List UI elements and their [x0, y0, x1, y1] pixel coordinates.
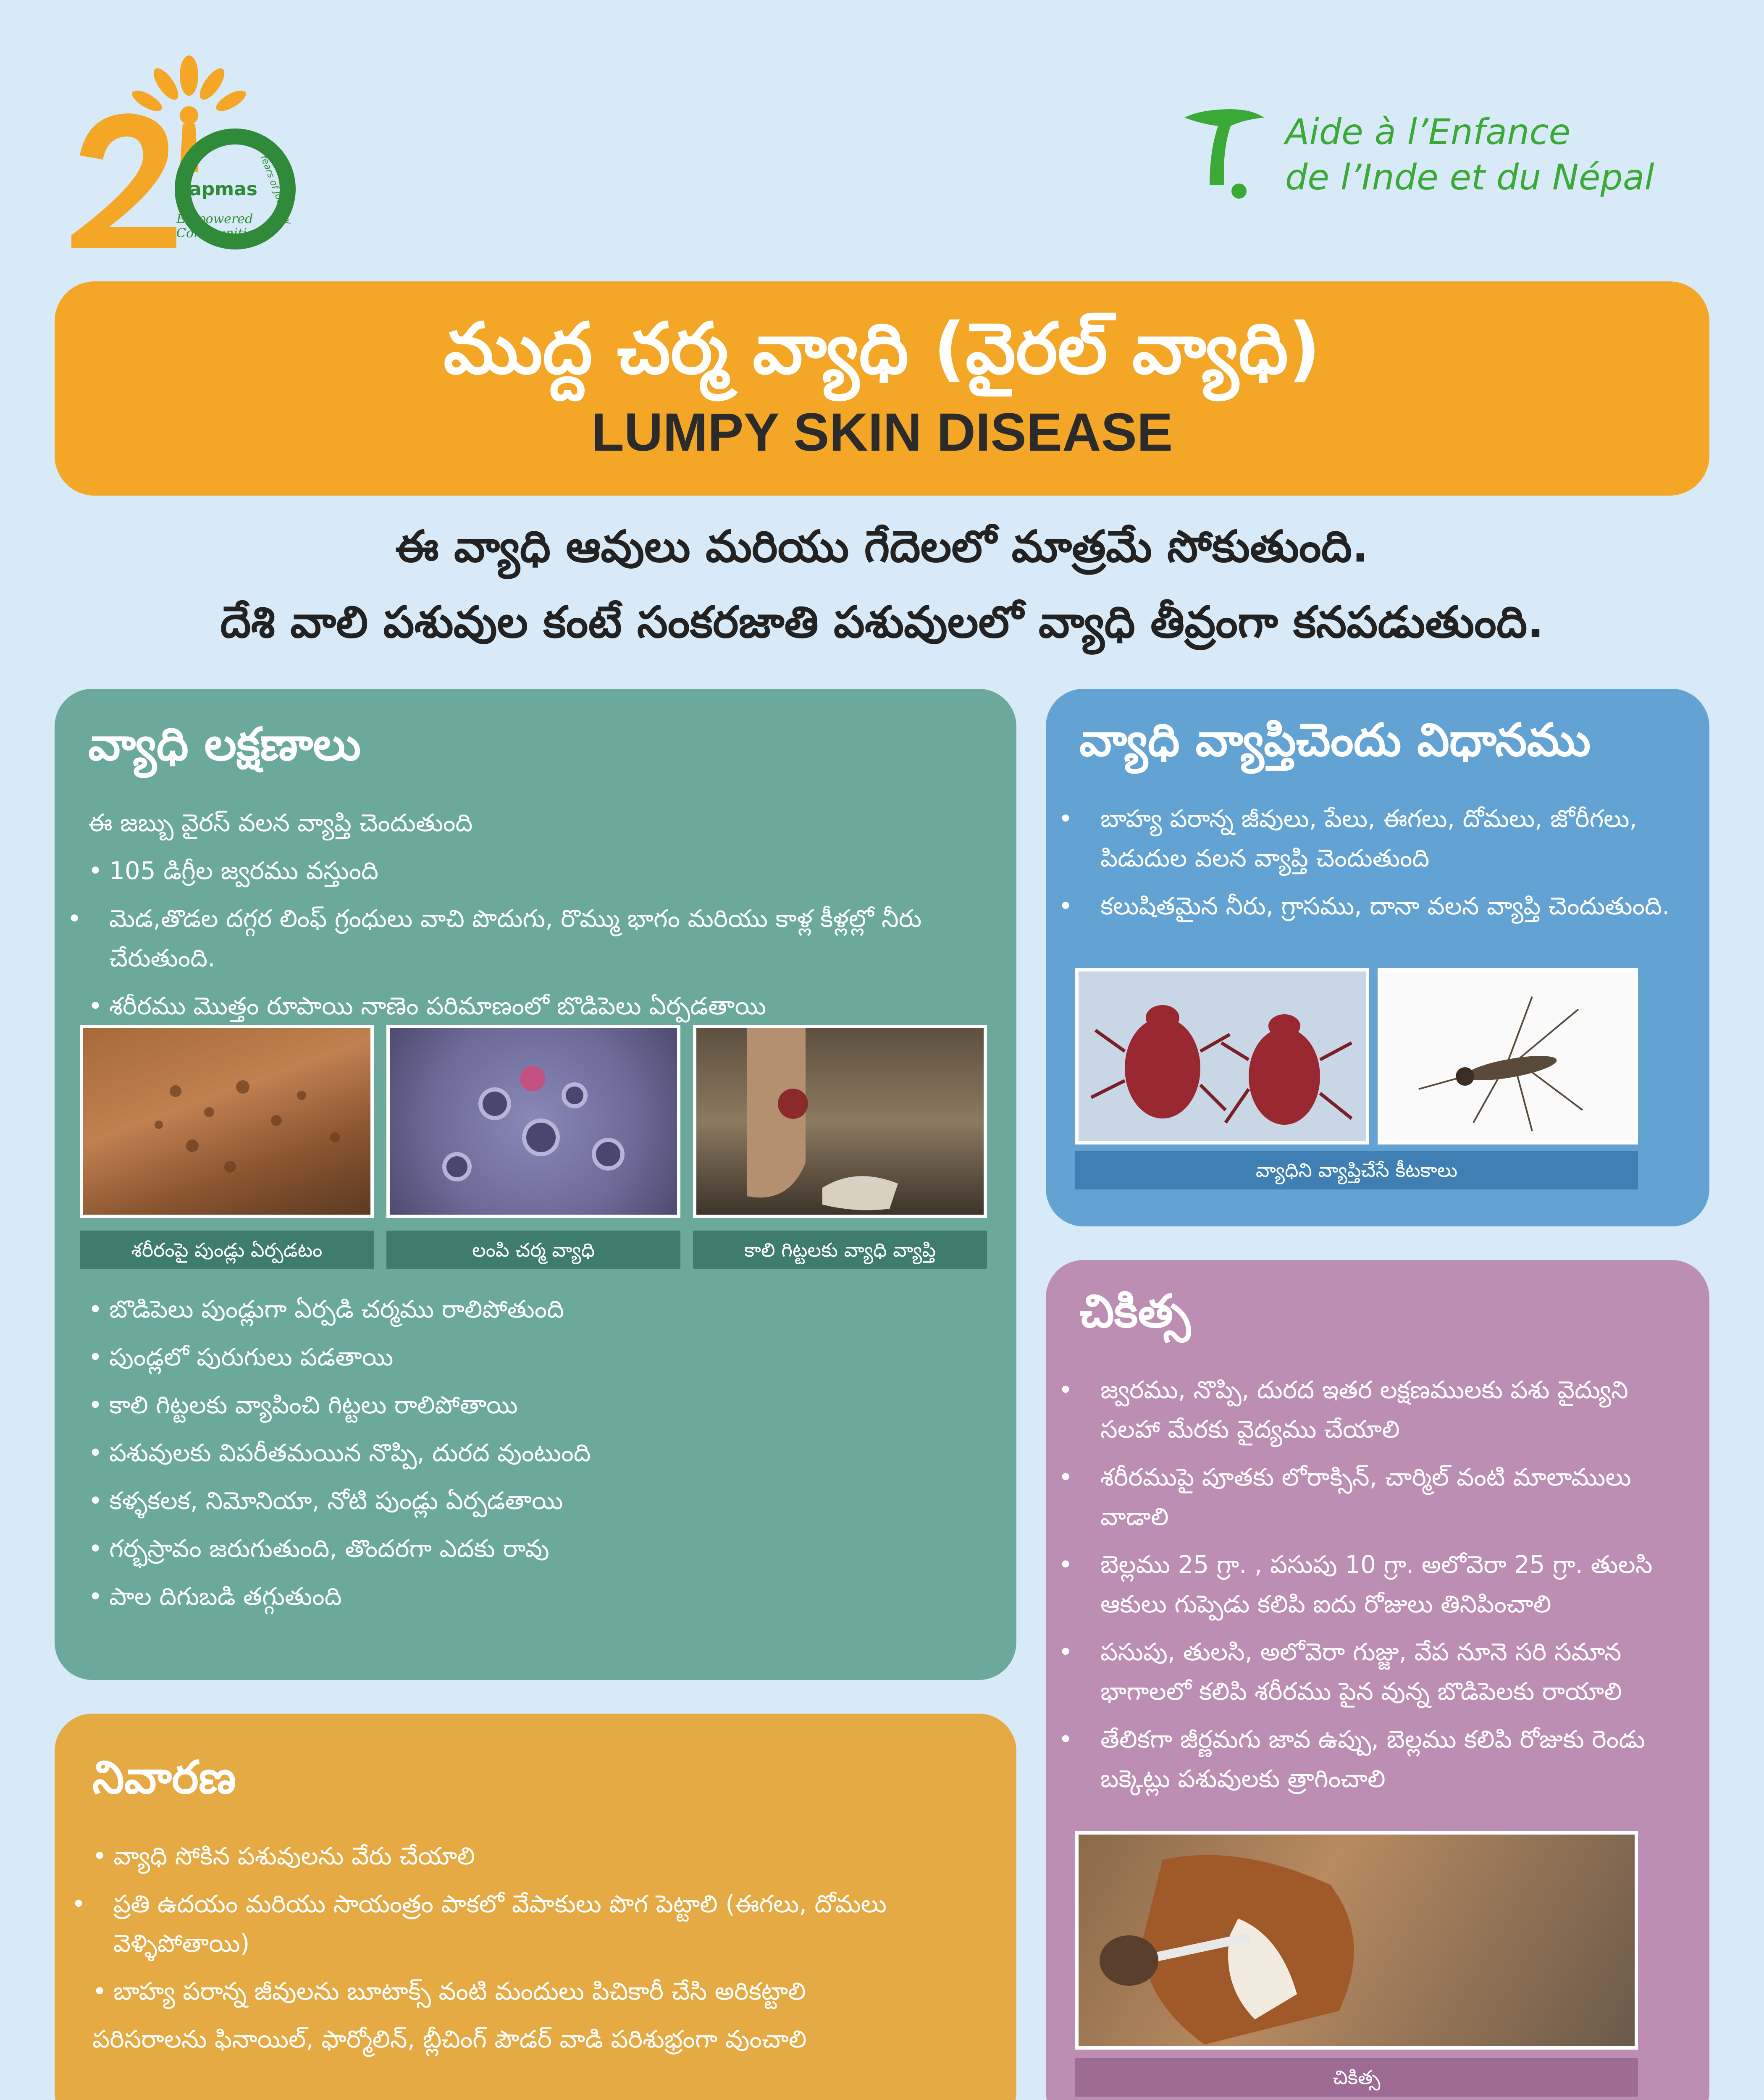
list-item: • జ్వరము, నొప్పి, దురద ఇతర లక్షణములకు పశు వైద్యుని సలహా మేరకు వైద్యము చేయాలి: [1058, 1376, 1628, 1444]
symptoms-panel: [55, 689, 1016, 1680]
prevention-heading: నివారణ: [92, 1751, 236, 1804]
title-banner: [55, 281, 1709, 496]
photo-caption: వ్యాధిని వ్యాప్తిచేసే కీటకాలు: [1075, 1151, 1638, 1189]
list-item: • పాల దిగుబడి తగ్గుతుంది: [88, 1582, 342, 1611]
list-item: • గర్భస్రావం జరుగుతుంది, తొందరగా ఎదకు రావు: [88, 1534, 549, 1563]
list-item: • మెడ,తొడల దగ్గర లింఫ్ గ్రంధులు వాచి పొదుగు, రొమ్ము భాగం మరియు కాళ్ల కీళ్లల్లో నీరు చేరుతుంది.: [67, 904, 922, 972]
list-item: • కళ్ళకలక, నిమోనియా, నోటి పుండ్లు ఏర్పడతాయి: [88, 1486, 563, 1515]
list-item: • కలుషితమైన నీరు, గ్రాసము, దానా వలన వ్యాప్తి చెందుతుంది.: [1058, 892, 1670, 920]
aide-line-2: de l’Inde et du Népal: [1285, 157, 1654, 198]
photo-caption: శరీరంపై పుండ్లు ఏర్పడటం: [80, 1231, 374, 1269]
photo-caption: చికిత్స: [1075, 2058, 1638, 2097]
spread-heading: వ్యాధి వ్యాప్తిచెందు విధానము: [1079, 714, 1591, 766]
apmas-logo: [63, 50, 298, 252]
photo-caption: కాలి గిట్టలకు వ్యాధి వ్యాప్తి: [693, 1231, 987, 1269]
symptoms-heading: వ్యాధి లక్షణాలు: [88, 718, 361, 771]
intro-line-1: ఈ వ్యాధి ఆవులు మరియు గేదెలలో మాత్రమే సోకుతుంది.: [395, 521, 1369, 572]
list-item: • తేలికగా జీర్ణమగు జావ ఉప్పు, బెల్లము కలిపి రోజుకు రెండు బక్కెట్లు పశువులకు త్రాగించాలి: [1058, 1725, 1646, 1793]
aide-logo: [1176, 101, 1722, 227]
list-item: • బాహ్య పరాన్న జీవులను బూటాక్స్ వంటి మందులు పిచికారీ చేసి అరికట్టాలి: [92, 1977, 806, 2006]
spread-panel: [1046, 689, 1709, 1226]
photo-hoof-lesion: [693, 1025, 987, 1218]
apmas-name: apmas: [189, 178, 257, 200]
treatment-panel: [1046, 1260, 1709, 2100]
title-telugu: ముద్ద చర్మ వ్యాధి (వైరల్ వ్యాధి): [443, 307, 1320, 390]
list-item: • పసుపు, తులసి, అలోవెరా గుజ్జు, వేప నూనె సరి సమాన భాగాలలో కలిపి శరీరము పైన వున్న బొడిపెలకు రాయాలి: [1058, 1638, 1622, 1706]
list-item: • 105 డిగ్రీల జ్వరము వస్తుంది: [88, 856, 379, 885]
photo-calf-injection: [1075, 1831, 1638, 2050]
apmas-ring-text: Years of Journey: [258, 152, 294, 226]
list-item: • పశువులకు విపరీతమయిన నొప్పి, దురద వుంటుంది: [88, 1438, 591, 1467]
photo-skin-lumps: [386, 1025, 680, 1218]
list-item: • బెల్లము 25 గ్రా. , పసుపు 10 గ్రా. అలోవెరా 25 గ్రా. తులసి ఆకులు గుప్పెడు కలిపి ఐదు రోజులు తినిపించాలి: [1058, 1550, 1653, 1618]
list-item: • పుండ్లలో పురుగులు పడతాయి: [88, 1343, 394, 1371]
title-english: LUMPY SKIN DISEASE: [591, 402, 1173, 462]
photo-mosquito: [1378, 968, 1638, 1144]
photo-cow-nodules: [80, 1025, 374, 1218]
list-item: • బాహ్య పరాన్న జీవులు, పేలు, ఈగలు, దోమలు, జోరీగలు, పిడుదుల వలన వ్యాప్తి చెందుతుంది: [1058, 804, 1637, 872]
list-item: • కాలి గిట్టలకు వ్యాపించి గిట్టలు రాలిపోతాయి: [88, 1391, 518, 1419]
photo-ticks: [1075, 968, 1369, 1144]
apmas-tagline: Empowered Communities: [176, 212, 261, 241]
symptoms-lead: ఈ జబ్బు వైరస్ వలన వ్యాప్తి చెందుతుంది: [88, 808, 473, 837]
treatment-heading: చికిత్స: [1079, 1285, 1191, 1338]
list-item: • శరీరముపై పూతకు లోరాక్సిన్, చార్మిల్ వంటి మాలాములు వాడాలి: [1058, 1463, 1631, 1531]
list-item: • శరీరము మొత్తం రూపాయి నాణెం పరిమాణంలో బొడిపెలు ఏర్పడతాయి: [88, 992, 766, 1020]
prevention-panel: [55, 1714, 1016, 2100]
intro-line-2: దేశి వాలి పశువుల కంటే సంకరజాతి పశువులలో వ్యాధి తీవ్రంగా కనపడుతుంది.: [220, 596, 1544, 648]
aide-line-1: Aide à l’Enfance: [1285, 111, 1571, 152]
photo-caption: లంపి చర్మ వ్యాధి: [386, 1231, 680, 1269]
aide-mark-icon: [1176, 101, 1277, 210]
prevention-closing: పరిసరాలను ఫినాయిల్, ఫార్మోలిన్, బ్లీచింగ్ పౌడర్ వాడి పరిశుభ్రంగా వుంచాలి: [92, 2025, 807, 2053]
list-item: • వ్యాధి సోకిన పశువులను వేరు చేయాలి: [92, 1842, 475, 1870]
list-item: • బొడిపెలు పుండ్లుగా ఏర్పడి చర్మము రాలిపోతుంది: [88, 1295, 564, 1323]
list-item: • ప్రతి ఉదయం మరియు సాయంత్రం పాకలో వేపాకులు పొగ పెట్టాలి (ఈగలు, దోమలు వెళ్ళిపోతాయి): [71, 1890, 887, 1958]
